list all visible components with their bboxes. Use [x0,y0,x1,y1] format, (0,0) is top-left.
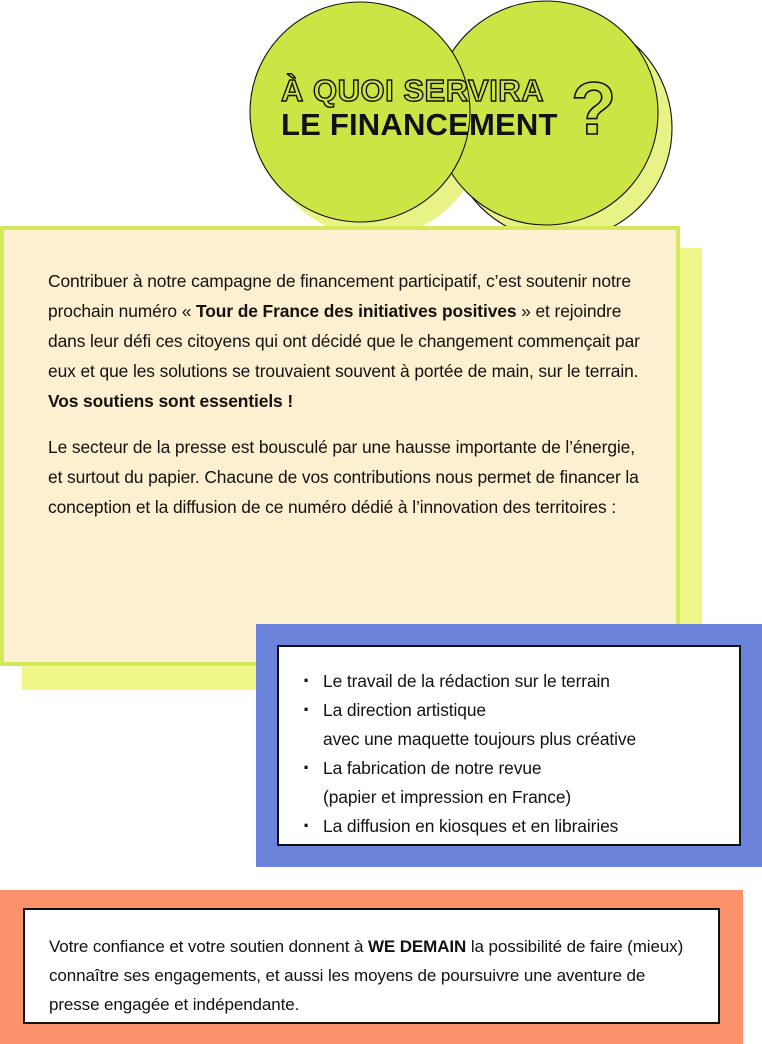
cream-paragraph-1-bold2: Vos soutiens sont essentiels ! [48,391,294,411]
list-item [301,754,739,812]
funding-uses-list [301,667,739,841]
header-blob [0,0,762,250]
blue-panel [256,624,762,867]
cream-panel-content [48,266,648,522]
cream-panel [0,226,680,666]
header-blob-svg [0,0,762,250]
list-item-main: La direction artistique [323,700,487,720]
orange-panel-inner [23,908,720,1024]
green-circle-left [250,2,470,222]
list-item [301,696,739,754]
list-item-sub: (papier et impression en France) [323,787,572,807]
orange-panel [0,890,743,1044]
cream-paragraph-2: Le secteur de la presse est bousculé par une hausse importante de l’énergie, et surtout du papier. Chacune de vos contributions nous permet de financer la conception et la diffusion de ce numéro dédié à l’innovation des territoires : [48,437,639,517]
list-item-main: La fabrication de notre revue [323,758,542,778]
orange-panel-text [49,932,699,1019]
orange-text-part2: la possibilité de faire (mieux) connaître ses engagements, et aussi les moyens de poursuivre une aventure de presse engagée et indépendante. [49,937,684,1014]
orange-text-brand: WE DEMAIN [367,937,467,956]
orange-text-part1: Votre confiance et votre soutien donnent à [49,937,368,956]
blue-panel-inner [277,645,741,846]
list-item [301,667,739,696]
cream-paragraph-1-part1: Contribuer à notre campagne de financement participatif, c’est soutenir notre prochain numéro « [48,271,631,321]
list-item-main: La diffusion en kiosques et en librairies [323,816,619,836]
header-title-line2: LE FINANCEMENT [281,107,558,142]
list-item-main: Le travail de la rédaction sur le terrain [323,671,610,691]
list-item-sub: avec une maquette toujours plus créative [323,729,637,749]
cream-paragraph-1-part2: » et rejoindre dans leur défi ces citoyens qui ont décidé que le changement commençait par eux et que les solutions se trouvaient souvent à portée de main, sur le terrain. [48,301,640,381]
list-item [301,812,739,841]
cream-paragraph-1-bold1: Tour de France des initiatives positives [196,301,517,321]
cream-paragraph-1 [48,266,648,416]
